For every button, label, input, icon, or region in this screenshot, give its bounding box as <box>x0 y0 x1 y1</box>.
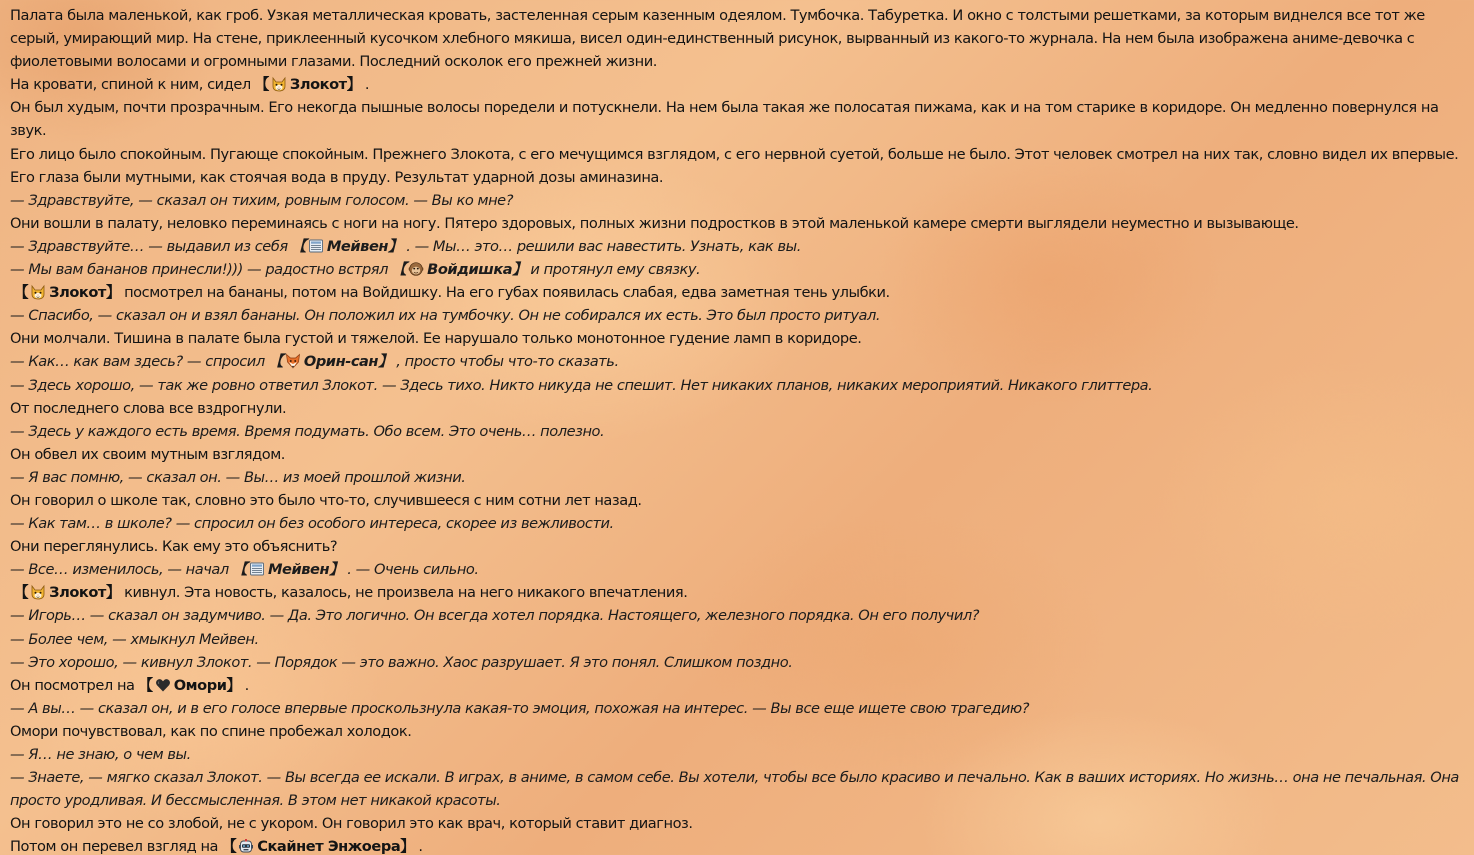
character-name: Злокот <box>289 76 347 94</box>
robot-face-icon <box>238 838 254 854</box>
line-text-before: На кровати, спиной к ним, сидел <box>10 76 251 94</box>
bracket-close: 】 <box>105 584 121 602</box>
dialog-line <box>10 374 1470 397</box>
character-tag-zlokot[interactable] <box>14 584 120 601</box>
fox-face-icon <box>285 353 301 369</box>
bracket-close: 】 <box>400 838 415 855</box>
line-text: — Игорь… — сказал он задумчиво. — Да. Это логично. Он всегда хотел порядка. Настоящего, железного порядка. Он его получил? <box>10 607 980 625</box>
line-text: Омори почувствовал, как по спине пробежал холодок. <box>10 722 412 740</box>
line-text: Они молчали. Тишина в палате была густой и тяжелой. Ее нарушало только монотонное гудение ламп в коридоре. <box>10 330 862 348</box>
newspaper-icon <box>308 238 324 254</box>
character-name: Орин-сан <box>303 353 379 371</box>
narration-line <box>10 443 1470 466</box>
bracket-open: 【 <box>222 838 237 855</box>
character-tag-omori[interactable] <box>139 677 241 694</box>
line-text-after: и протянул ему связку. <box>530 261 701 279</box>
character-tag-zlokot[interactable] <box>255 76 361 93</box>
narration-line <box>10 143 1470 189</box>
narration-line <box>10 327 1470 350</box>
bracket-open: 【 <box>14 584 29 602</box>
dialog-line <box>10 743 1470 766</box>
monkey-face-icon <box>408 261 424 277</box>
line-text: — Здравствуйте, — сказал он тихим, ровным голосом. — Вы ко мне? <box>10 191 513 209</box>
character-tag-orin[interactable] <box>269 353 393 370</box>
narration-line <box>10 397 1470 420</box>
bracket-close: 】 <box>388 237 403 255</box>
narration-line <box>10 581 1470 604</box>
character-name: Скайнет Энжоера <box>257 838 401 855</box>
line-text: Они переглянулись. Как ему это объяснить? <box>10 538 338 556</box>
fox-face-icon <box>285 353 301 369</box>
line-text: — Я… не знаю, о чем вы. <box>10 746 191 763</box>
newspaper-icon <box>308 238 324 254</box>
dialog-line <box>10 512 1470 535</box>
line-text: — Здесь у каждого есть время. Время подумать. Обо всем. Это очень… полезно. <box>10 422 605 440</box>
narration-line <box>10 835 1470 855</box>
line-text: Он говорил о школе так, словно это было что-то, случившееся с ним сотни лет назад. <box>10 491 642 509</box>
line-text-after: , просто чтобы что-то сказать. <box>396 353 619 371</box>
character-tag-voidishka[interactable] <box>392 261 526 278</box>
line-text: — Здесь хорошо, — так же ровно ответил Злокот. — Здесь тихо. Никто никуда не спешит. Нет никаких планов, никаких мероприятий. Никакого глиттера. <box>10 376 1153 394</box>
line-text-after: посмотрел на бананы, потом на Войдишку. На его губах появилась слабая, едва заметная тень улыбки. <box>124 284 890 302</box>
character-name: Злокот <box>49 584 106 602</box>
narration-line <box>10 812 1470 835</box>
character-name: Мейвен <box>326 237 389 255</box>
line-text-before: — Мы вам бананов принесли!))) — радостно встрял <box>10 261 388 279</box>
line-text: От последнего слова все вздрогнули. <box>10 399 287 417</box>
line-text: — Как там… в школе? — спросил он без особого интереса, скорее из вежливости. <box>10 515 614 533</box>
line-text-after: . — Очень сильно. <box>347 561 479 579</box>
cat-face-icon <box>30 284 46 300</box>
line-text: — Я вас помню, — сказал он. — Вы… из моей прошлой жизни. <box>10 468 466 486</box>
line-text: — Более чем, — хмыкнул Мейвен. <box>10 630 259 648</box>
line-text-after: . — Мы… это… решили вас навестить. Узнать, как вы. <box>406 237 801 255</box>
cat-face-icon <box>30 584 46 600</box>
character-tag-zlokot[interactable] <box>14 284 120 301</box>
character-tag-meiven[interactable] <box>233 561 343 578</box>
bracket-open: 【 <box>391 261 407 279</box>
dialog-line <box>10 235 1470 258</box>
dialog-line <box>10 189 1470 212</box>
line-text: — Спасибо, — сказал он и взял бананы. Он положил их на тумбочку. Он не собирался их есть. Это был просто ритуал. <box>10 307 881 325</box>
bracket-open: 【 <box>291 237 306 255</box>
bracket-close: 】 <box>329 561 344 579</box>
narration-line <box>10 489 1470 512</box>
line-text-after: . <box>418 838 423 855</box>
narration-line <box>10 674 1470 697</box>
line-text: — Знаете, — мягко сказал Злокот. — Вы всегда ее искали. В играх, в аниме, в самом себе. Вы хотели, чтобы все было красиво и печально. Как в ваших историях. Но жизнь… она не печальная. Она просто уродливая. И бессмысленная. В этом нет никакой красоты. <box>10 769 1459 810</box>
dialog-line <box>10 350 1470 373</box>
bracket-open: 【 <box>254 76 269 94</box>
dialog-line <box>10 466 1470 489</box>
line-text: — Это хорошо, — кивнул Злокот. — Порядок — это важно. Хаос разрушает. Я это понял. Слишком поздно. <box>10 653 793 671</box>
newspaper-icon <box>249 561 265 577</box>
bracket-close: 】 <box>105 284 121 302</box>
narration-line <box>10 535 1470 558</box>
line-text-before: Потом он перевел взгляд на <box>10 838 219 855</box>
black-heart-icon <box>155 677 171 693</box>
narration-line <box>10 720 1470 743</box>
monkey-face-icon <box>408 261 424 277</box>
dialog-line <box>10 258 1470 281</box>
line-text-after: кивнул. Эта новость, казалось, не произвела на него никакого впечатления. <box>124 584 688 602</box>
dialog-line <box>10 697 1470 720</box>
bracket-open: 【 <box>232 561 247 579</box>
line-text: Его лицо было спокойным. Пугающе спокойным. Прежнего Злокота, с его мечущимся взглядом, с его нервной суетой, больше не было. Этот человек смотрел на них так, словно видел их впервые. Его глаза были мутными, как стоячая вода в пруду. Результат ударной дозы аминазина. <box>10 145 1459 186</box>
character-tag-skynet[interactable] <box>222 838 414 855</box>
cat-face-icon <box>30 284 46 300</box>
character-name: Мейвен <box>267 561 330 579</box>
bracket-open: 【 <box>268 353 283 371</box>
bracket-open: 【 <box>14 284 29 302</box>
character-name: Войдишка <box>427 261 513 279</box>
line-text: Они вошли в палату, неловко переминаясь с ноги на ногу. Пятеро здоровых, полных жизни подростков в этой маленькой камере смерти выглядели неуместно и вызывающе. <box>10 214 1299 232</box>
line-text: — А вы… — сказал он, и в его голосе впервые проскользнула какая-то эмоция, похожая на интерес. — Вы все еще ищете свою трагедию? <box>10 699 1030 717</box>
bracket-close: 】 <box>226 676 241 694</box>
dialog-line <box>10 604 1470 627</box>
cat-face-icon <box>271 76 287 92</box>
line-text: Палата была маленькой, как гроб. Узкая металлическая кровать, застеленная серым казенным одеялом. Тумбочка. Табуретка. И окно с толстыми решетками, за которым виднелся все тот же серый, умирающий мир. На стене, приклеенный кусочком хлебного мякиша, висел один-единственный рисунок, вырванный из какого-то журнала. На нем была изображена аниме-девочка с фиолетовыми волосами и огромными глазами. Последний осколок его прежней жизни. <box>10 7 1425 71</box>
bracket-close: 】 <box>512 261 527 279</box>
line-text: Он был худым, почти прозрачным. Его некогда пышные волосы поредели и потускнели. На нем была такая же полосатая пижама, как и на том старике в коридоре. Он медленно повернулся на звук. <box>10 99 1439 140</box>
character-name: Злокот <box>49 284 106 302</box>
narration-line <box>10 212 1470 235</box>
black-heart-icon <box>155 677 171 693</box>
narration-line <box>10 96 1470 142</box>
dialog-line <box>10 628 1470 651</box>
dialog-line <box>10 558 1470 581</box>
character-name: Омори <box>173 676 227 694</box>
dialog-line <box>10 651 1470 674</box>
line-text-after: . <box>364 76 370 94</box>
line-text: Он обвел их своим мутным взглядом. <box>10 445 285 463</box>
bracket-close: 】 <box>378 353 393 371</box>
line-text-before: — Здравствуйте… — выдавил из себя <box>10 237 288 255</box>
narration-line <box>10 281 1470 304</box>
dialog-line <box>10 304 1470 327</box>
cat-face-icon <box>30 584 46 600</box>
dialog-line <box>10 766 1470 812</box>
line-text-after: . <box>244 676 249 694</box>
dialog-line <box>10 420 1470 443</box>
line-text: Он говорил это не со злобой, не с укором. Он говорил это как врач, который ставит диагноз. <box>10 815 693 833</box>
newspaper-icon <box>249 561 265 577</box>
character-tag-meiven[interactable] <box>292 238 402 255</box>
line-text-before: Он посмотрел на <box>10 676 135 694</box>
narration-line <box>10 73 1470 96</box>
line-text-before: — Все… изменилось, — начал <box>10 561 229 579</box>
line-text-before: — Как… как вам здесь? — спросил <box>10 353 265 371</box>
bracket-close: 】 <box>346 76 361 94</box>
cat-face-icon <box>271 76 287 92</box>
robot-face-icon <box>238 838 254 854</box>
bracket-open: 【 <box>138 676 153 694</box>
narration-line <box>10 4 1470 73</box>
